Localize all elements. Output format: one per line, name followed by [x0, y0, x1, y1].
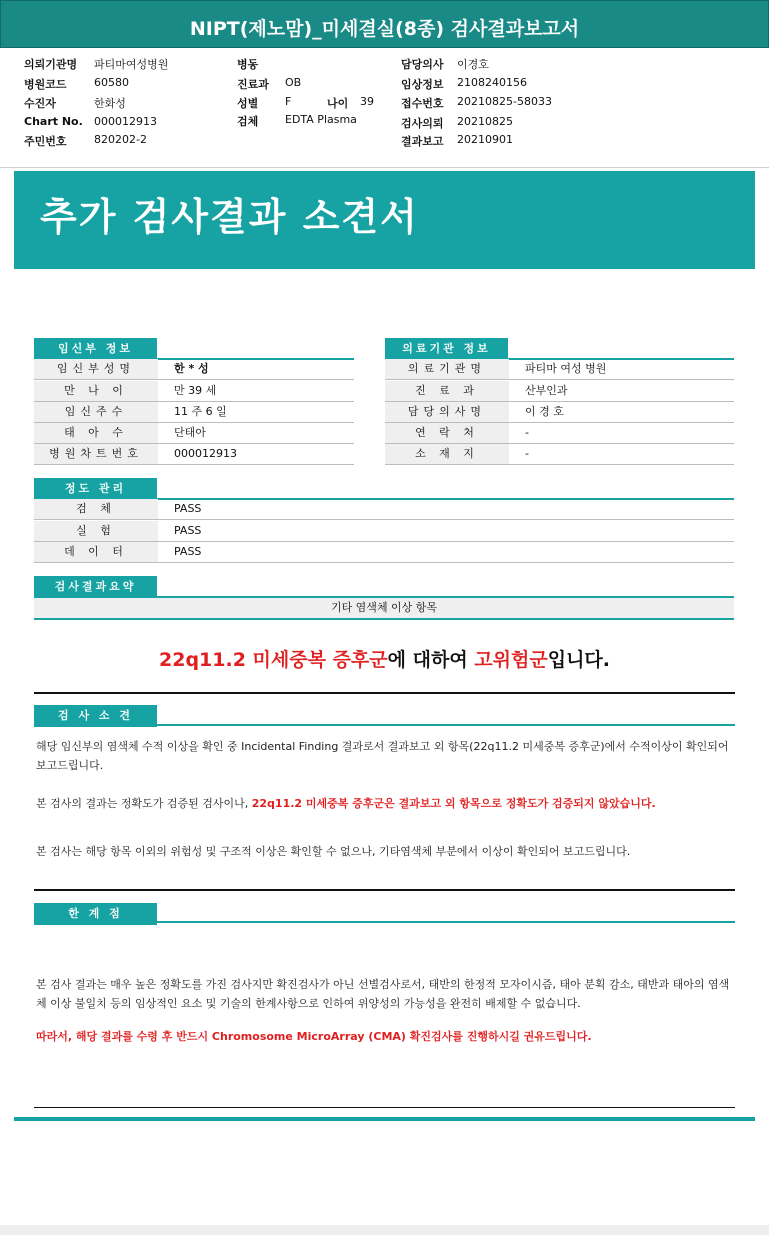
- table-row: 진 료 과 산부인과: [385, 381, 734, 402]
- header-info: [0, 48, 769, 168]
- section-line: [34, 921, 735, 923]
- bottom-strip: [0, 1225, 769, 1235]
- header-item-receipt-number: 접수번호 20210825-58033: [401, 95, 552, 110]
- header-item-patient: 수진자 한화성: [24, 97, 126, 110]
- table-row: 만 나 이 만 39 세: [34, 381, 354, 402]
- table-row: 임신주수 11 주 6 일: [34, 402, 354, 423]
- header-item-specimen: 검체 EDTA Plasma: [237, 113, 357, 128]
- table-row: 태 아 수 단태아: [34, 423, 354, 444]
- header-item-chart-no: Chart No. 000012913: [24, 115, 157, 128]
- table-row: 실 험 PASS: [34, 521, 734, 542]
- headline-syndrome: 22q11.2 미세중복 증후군: [159, 649, 388, 671]
- header-item-sex: 성별 F: [237, 95, 292, 110]
- table-row: 검 체 PASS: [34, 499, 734, 520]
- section-tab-hospital-info: 의료기관 정보: [385, 338, 508, 360]
- page-banner: 추가 검사결과 소견서: [14, 171, 755, 269]
- header-item-test-request-date: 검사의뢰 20210825: [401, 115, 513, 130]
- table-row: 소 재 지 -: [385, 444, 734, 465]
- findings-warning: 22q11.2 미세중복 증후군은 결과보고 외 항목으로 정확도가 검증되지 않았습니다.: [251, 797, 656, 810]
- footer-line: [14, 1117, 755, 1121]
- table-row: 의료기관명 파티마 여성 병원: [385, 359, 734, 380]
- findings-paragraph-3: 본 검사는 해당 항목 이외의 위험성 및 구조적 이상은 확인할 수 없으나, 기타염색체 부분에서 이상이 확인되어 보고드립니다.: [36, 845, 631, 858]
- section-tab-findings: 검 사 소 견: [34, 705, 157, 727]
- table-row: 담당의사명 이 경 호: [385, 402, 734, 423]
- result-headline: [0, 645, 769, 672]
- divider: [34, 1107, 735, 1108]
- section-tab-pregnant-info: 임신부 정보: [34, 338, 157, 360]
- summary-value: 기타 염색체 이상 항목: [34, 598, 734, 620]
- table-row: 연 락 처 -: [385, 423, 734, 444]
- findings-paragraph-2: 본 검사의 결과는 정확도가 검증된 검사이나, 22q11.2 미세중복 증후군은 결과보고 외 항목으로 정확도가 검증되지 않았습니다.: [36, 797, 656, 810]
- headline-risk: 고위험군: [474, 649, 548, 671]
- section-line: [34, 724, 735, 726]
- table-row: 임신부성명 한 * 성: [34, 359, 354, 380]
- headline-end: 입니다.: [547, 649, 610, 671]
- header-item-hospital-code: 병원코드 60580: [24, 76, 129, 91]
- header-item-department: 진료과 OB: [237, 76, 302, 91]
- divider: [34, 692, 735, 694]
- header-item-result-report-date: 결과보고 20210901: [401, 133, 513, 148]
- findings-paragraph-1: 해당 임신부의 염색체 수적 이상을 확인 중 Incidental Finding 결과로서 결과보고 외 항목(22q11.2 미세중복 증후군)에서 수적이상이 확인되어 보고드립니다.: [36, 740, 729, 772]
- header-item-clinical-info: 임상정보 2108240156: [401, 76, 527, 91]
- headline-text: 에 대하여: [387, 649, 475, 671]
- header-item-age: 나이 39: [327, 95, 374, 110]
- divider: [34, 889, 735, 891]
- header-item-physician: 담당의사 이경호: [401, 58, 489, 71]
- header-item-ward: 병동: [237, 58, 259, 71]
- header-item-resident-number: 주민번호 820202-2: [24, 133, 147, 148]
- table-row: 병원차트번호 000012913: [34, 444, 354, 465]
- section-tab-quality-control: 정도 관리: [34, 478, 157, 500]
- limitations-paragraph: 본 검사 결과는 매우 높은 정확도를 가진 검사지만 확진검사가 아닌 선별검사로서, 태반의 한정적 모자이시즘, 태아 분획 감소, 태반과 태아의 염색체 이상 불일치 등의 임상적인 요소 및 기술의 한계사항으로 인하여 위양성의 가능성을 완전히 배제할 수 없습니다.: [36, 978, 730, 1010]
- header-item-requesting-institution: 의뢰기관명 파티마여성병원: [24, 58, 169, 71]
- recommendation-text: 따라서, 해당 결과를 수령 후 반드시 Chromosome MicroArray (CMA) 확진검사를 진행하시길 권유드립니다.: [36, 1030, 592, 1043]
- section-tab-result-summary: 검사결과요약: [34, 576, 157, 598]
- report-title: NIPT(제노맘)_미세결실(8종) 검사결과보고서: [0, 0, 769, 48]
- table-row: 데 이 터 PASS: [34, 542, 734, 563]
- section-tab-limitations: 한 계 점: [34, 903, 157, 925]
